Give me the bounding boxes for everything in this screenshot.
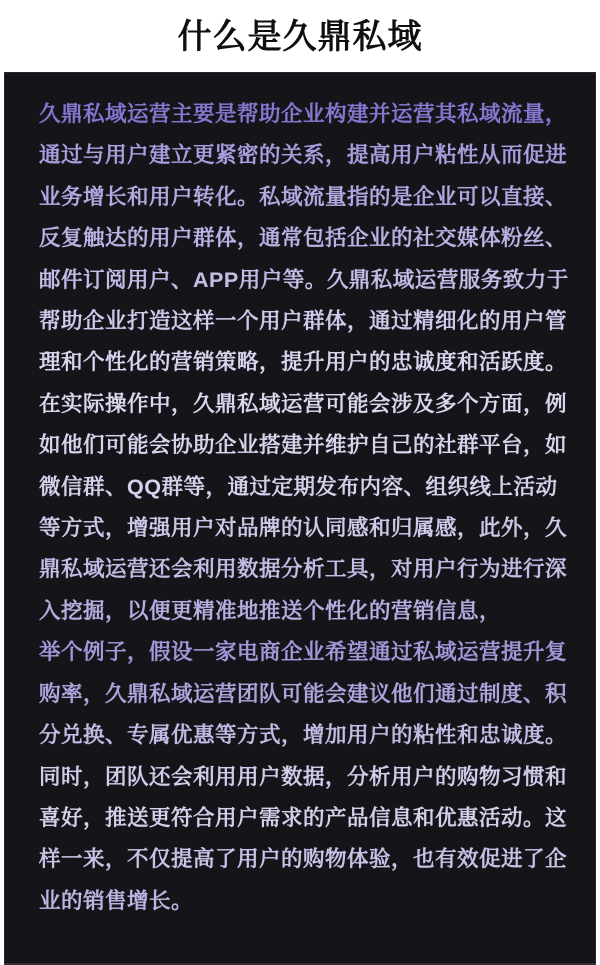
- article-panel: [4, 72, 596, 965]
- text-line: 邮件订阅用户、APP用户等。久鼎私域运营服务致力于: [39, 267, 569, 292]
- text-line: 微信群、QQ群等，通过定期发布内容、组织线上活动: [39, 474, 558, 499]
- text-line: 样一来，不仅提高了用户的购物体验，也有效促进了企: [39, 847, 568, 872]
- text-line: 入挖掘，以便更精准地推送个性化的营销信息，: [39, 598, 502, 623]
- text-line: 分兑换、专属优惠等方式，增加用户的粘性和忠诚度。: [39, 723, 568, 748]
- text-line: 反复触达的用户群体，通常包括企业的社交媒体粉丝、: [39, 226, 568, 251]
- text-line: 业务增长和用户转化。私域流量指的是企业可以直接、: [39, 184, 568, 209]
- page-header: [0, 0, 600, 72]
- text-line: 鼎私域运营还会利用数据分析工具，对用户行为进行深: [39, 557, 568, 582]
- text-line: 帮助企业打造这样一个用户群体，通过精细化的用户管: [39, 309, 568, 334]
- text-line: 如他们可能会协助企业搭建并维护自己的社群平台，如: [39, 433, 568, 458]
- text-line: 等方式，增强用户对品牌的认同感和归属感，此外，久: [39, 516, 568, 541]
- article-body: [5, 73, 595, 922]
- text-line: 购率，久鼎私域运营团队可能会建议他们通过制度、积: [39, 681, 568, 706]
- text-line: 在实际操作中，久鼎私域运营可能会涉及多个方面，例: [39, 391, 568, 416]
- page-title: 什么是久鼎私域: [177, 17, 423, 56]
- text-line: 喜好，推送更符合用户需求的产品信息和优惠活动。这: [39, 805, 568, 830]
- text-line: 理和个性化的营销策略，提升用户的忠诚度和活跃度。: [39, 350, 568, 375]
- text-line: 业的销售增长。: [39, 888, 194, 913]
- text-line: 同时，团队还会利用用户数据，分析用户的购物习惯和: [39, 764, 568, 789]
- text-line: 久鼎私域运营主要是帮助企业构建并运营其私域流量，: [39, 102, 568, 126]
- text-line: 通过与用户建立更紧密的关系，提高用户粘性从而促进: [39, 143, 568, 168]
- text-line: 举个例子，假设一家电商企业希望通过私域运营提升复: [39, 640, 568, 665]
